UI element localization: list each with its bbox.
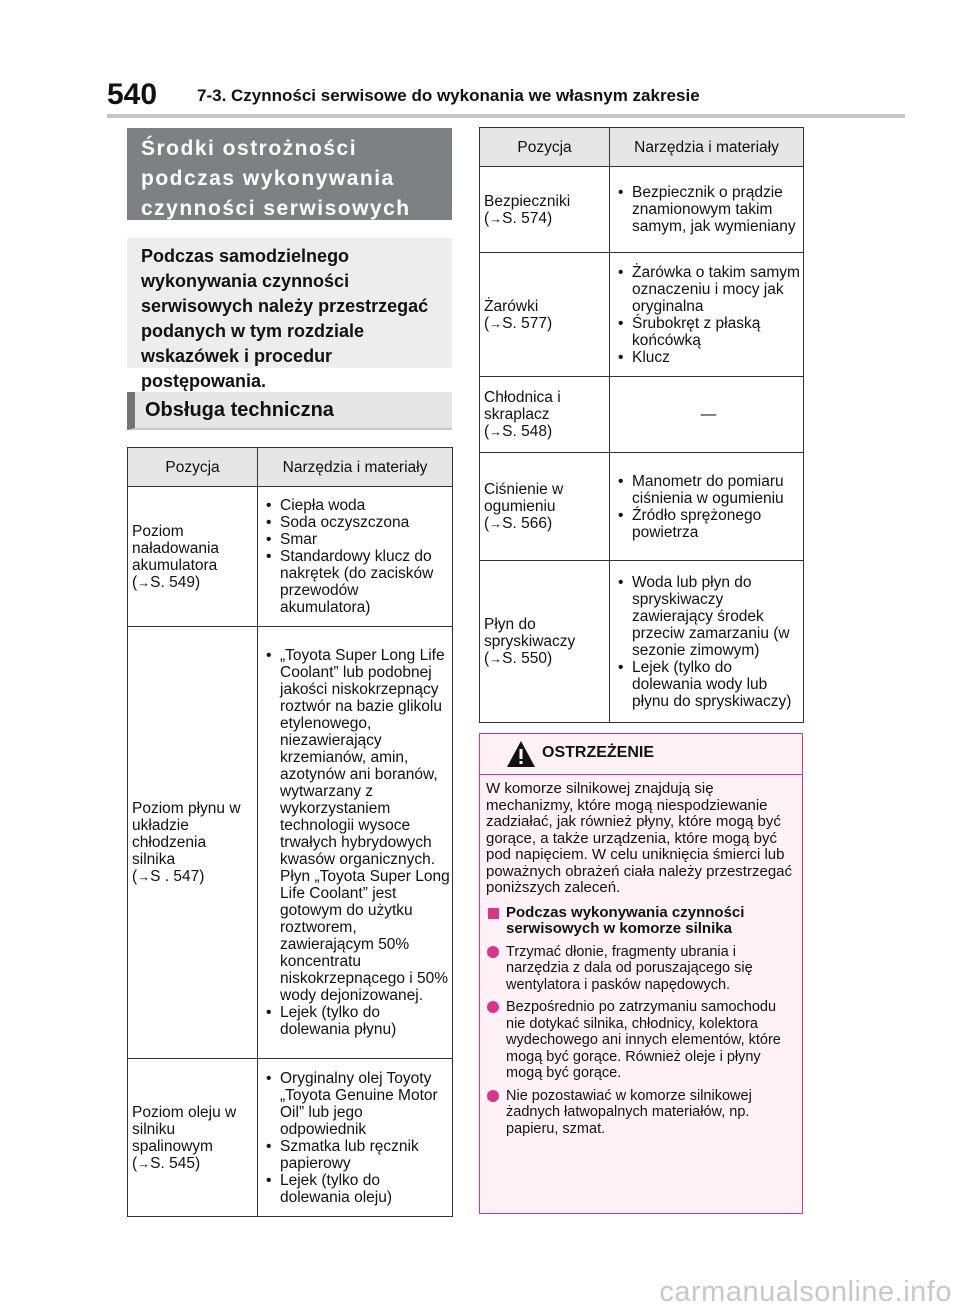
- arrow-icon: →: [489, 210, 503, 226]
- square-bullet-icon: [488, 908, 499, 919]
- list-item: • Ciepła woda: [264, 497, 450, 514]
- tools-cell-empty: —: [610, 377, 804, 453]
- position-label: Poziom płynu w układzie chłodzenia silnika: [132, 800, 241, 868]
- page-ref-link[interactable]: S . 547: [150, 868, 200, 885]
- arrow-icon: →: [489, 315, 503, 331]
- page-header: [107, 78, 905, 114]
- table-row: [128, 1059, 453, 1217]
- position-label: Poziom naładowania akumulatora: [132, 522, 220, 574]
- list-item: • „Toyota Super Long Life Coolant” lub podobnej jakości niskokrzepnący roztwór na bazie glikolu etylenowego, niezawierający krzemianów, amin, azotynów ani boranów, wytwarzany z wykorzystaniem technologii wysoce trwałych hybrydowych kwasów organicznych.: [264, 647, 450, 868]
- arrow-icon: →: [489, 651, 503, 666]
- arrow-icon: →: [489, 424, 503, 439]
- table-row: [128, 627, 453, 1059]
- circle-bullet-icon: [487, 1090, 499, 1102]
- maintenance-table-left: [127, 447, 453, 1217]
- position-cell: [480, 561, 610, 723]
- list-item: • Szmatka lub ręcznik papierowy: [264, 1138, 450, 1172]
- warning-intro: W komorze silnikowej znajdują się mechanizmy, które mogą niespodziewanie zadziałać, jak również płyny, które mogą być gorące, a także urządzenia, które mogą być pod napięciem. W celu uniknięcia śmierci lub poważnych obrażeń ciała należy przestrzegać poniższych zaleceń.: [486, 780, 792, 896]
- table-row: [480, 561, 804, 723]
- page-ref-link[interactable]: S. 545: [150, 1154, 195, 1172]
- page-ref-link[interactable]: S. 566: [502, 515, 547, 532]
- warning-title: OSTRZEŻENIE: [542, 744, 655, 761]
- tools-cell: [610, 167, 804, 253]
- warning-item-text: Bezpośrednio po zatrzymaniu samochodu nie dotykać silnika, chłodnicy, kolektora wydechowego ani innych elementów, które mogą być gorące. Również oleje i płyny mogą być gorące.: [506, 999, 781, 1081]
- list-item: • Żarówka o takim samym oznaczeniu i mocy jak oryginalna: [616, 264, 801, 315]
- warning-box: [479, 733, 803, 1214]
- page-ref-link[interactable]: S. 549: [150, 573, 195, 591]
- chapter-title: 7-3. Czynności serwisowe do wykonania we własnym zakresie: [197, 86, 700, 105]
- page-reference: (→S. 566): [484, 515, 553, 532]
- col-header-tools: Narzędzia i materiały: [610, 128, 804, 167]
- warning-item: [486, 999, 796, 1082]
- list-item: • Lejek (tylko do dolewania oleju): [264, 1172, 450, 1206]
- list-item: • Soda oczyszczona: [264, 514, 450, 531]
- position-label: Poziom oleju w silniku spalinowym: [132, 1103, 237, 1155]
- list-item: • Standardowy klucz do nakrętek (do zacisków przewodów akumulatora): [264, 548, 450, 616]
- list-item: • Źródło sprężonego powietrza: [616, 507, 801, 541]
- position-cell: [480, 453, 610, 561]
- table-row: [480, 377, 804, 453]
- page-reference: (→S. 548): [484, 423, 553, 440]
- page-ref-link[interactable]: S. 577: [502, 314, 547, 332]
- col-header-position: Pozycja: [480, 128, 610, 167]
- list-item: • Lejek (tylko do dolewania płynu): [264, 1004, 450, 1038]
- maintenance-table-right: [479, 127, 804, 723]
- warning-subheading-text: Podczas wykonywania czynności serwisowych w komorze silnika: [506, 903, 745, 937]
- tools-cell: [610, 253, 804, 377]
- arrow-icon: →: [489, 516, 503, 531]
- position-label: Płyn do spryskiwaczy: [484, 616, 576, 650]
- position-cell: [128, 627, 258, 1059]
- tools-cell: [258, 1059, 453, 1217]
- header-divider: [107, 114, 905, 118]
- position-cell: [128, 1059, 258, 1217]
- list-item: • Oryginalny olej Toyoty „Toyota Genuine Motor Oil” lub jego odpowiednik: [264, 1070, 450, 1138]
- warning-body: [480, 775, 802, 1137]
- table-row: [480, 253, 804, 377]
- list-item: • Manometr do pomiaru ciśnienia w ogumieniu: [616, 473, 801, 507]
- page-ref-link[interactable]: S. 550: [502, 650, 547, 667]
- position-cell: [480, 167, 610, 253]
- maintenance-heading: Obsługa techniczna: [127, 392, 452, 430]
- position-cell: [128, 487, 258, 627]
- circle-bullet-icon: [487, 946, 499, 958]
- page-reference: (→S. 574): [484, 209, 553, 227]
- position-label: Żarówki: [484, 297, 539, 315]
- page-reference: (→S. 545): [132, 1154, 201, 1172]
- position-label: Chłodnica i skraplacz: [484, 389, 561, 423]
- col-header-tools: Narzędzia i materiały: [258, 448, 453, 487]
- warning-subheading: [486, 905, 796, 938]
- page-number: 540: [107, 78, 158, 111]
- page-reference: (→S. 550): [484, 650, 553, 667]
- list-item: • Klucz: [616, 349, 801, 366]
- warning-item: [486, 944, 796, 994]
- watermark: carmanualsonline.info: [659, 1276, 952, 1308]
- page-ref-link[interactable]: S. 574: [502, 209, 547, 227]
- position-cell: [480, 253, 610, 377]
- tools-cell: [258, 627, 453, 1059]
- position-label: Ciśnienie w ogumieniu: [484, 481, 564, 515]
- col-header-position: Pozycja: [128, 448, 258, 487]
- table-header-row: [128, 448, 453, 487]
- tools-cell: [610, 453, 804, 561]
- list-item: • Bezpiecznik o prądzie znamionowym takim samym, jak wymieniany: [616, 184, 801, 235]
- tools-cell: [610, 561, 804, 723]
- warning-header: [480, 734, 802, 775]
- list-item: • Lejek (tylko do dolewania wody lub płynu do spryskiwaczy): [616, 659, 801, 710]
- position-cell: [480, 377, 610, 453]
- arrow-icon: →: [137, 574, 151, 590]
- page-reference: (→S. 549): [132, 573, 201, 591]
- table-header-row: [480, 128, 804, 167]
- tools-cell: [258, 487, 453, 627]
- page-reference: (→S . 547): [132, 868, 205, 885]
- coolant-note: Płyn „Toyota Super Long Life Coolant” jest gotowym do użytku roztworem, zawierającym 50% koncentratu niskokrzepnącego i 50% wody dejonizowanej.: [280, 868, 450, 1004]
- left-column: [127, 128, 452, 430]
- warning-item-text: Trzymać dłonie, fragmenty ubrania i narzędzia z dala od poruszającego się wentylatora i pasków napędowych.: [506, 943, 753, 993]
- table-row: [480, 453, 804, 561]
- list-item: • Woda lub płyn do spryskiwaczy zawierający środek przeciw zamarzaniu (w sezonie zimowym): [616, 574, 801, 659]
- list-item: • Śrubokręt z płaską końcówką: [616, 315, 801, 349]
- list-item: • Smar: [264, 531, 450, 548]
- page-ref-link[interactable]: S. 548: [502, 423, 547, 440]
- circle-bullet-icon: [487, 1001, 499, 1013]
- warning-triangle-icon: [506, 740, 536, 768]
- section-title: Środki ostrożności podczas wykonywania czynności serwisowych: [127, 128, 452, 220]
- table-row: [480, 167, 804, 253]
- table-row: [128, 487, 453, 627]
- intro-text: Podczas samodzielnego wykonywania czynności serwisowych należy przestrzegać podanych w tym rozdziale wskazówek i procedur postępowania.: [127, 238, 452, 368]
- warning-item-text: Nie pozostawiać w komorze silnikowej żadnych łatwopalnych materiałów, np. papieru, szmat.: [506, 1087, 752, 1137]
- position-label: Bezpieczniki: [484, 192, 571, 210]
- arrow-icon: →: [137, 869, 151, 884]
- arrow-icon: →: [137, 1155, 151, 1171]
- warning-item: [486, 1088, 796, 1138]
- page-reference: (→S. 577): [484, 314, 553, 332]
